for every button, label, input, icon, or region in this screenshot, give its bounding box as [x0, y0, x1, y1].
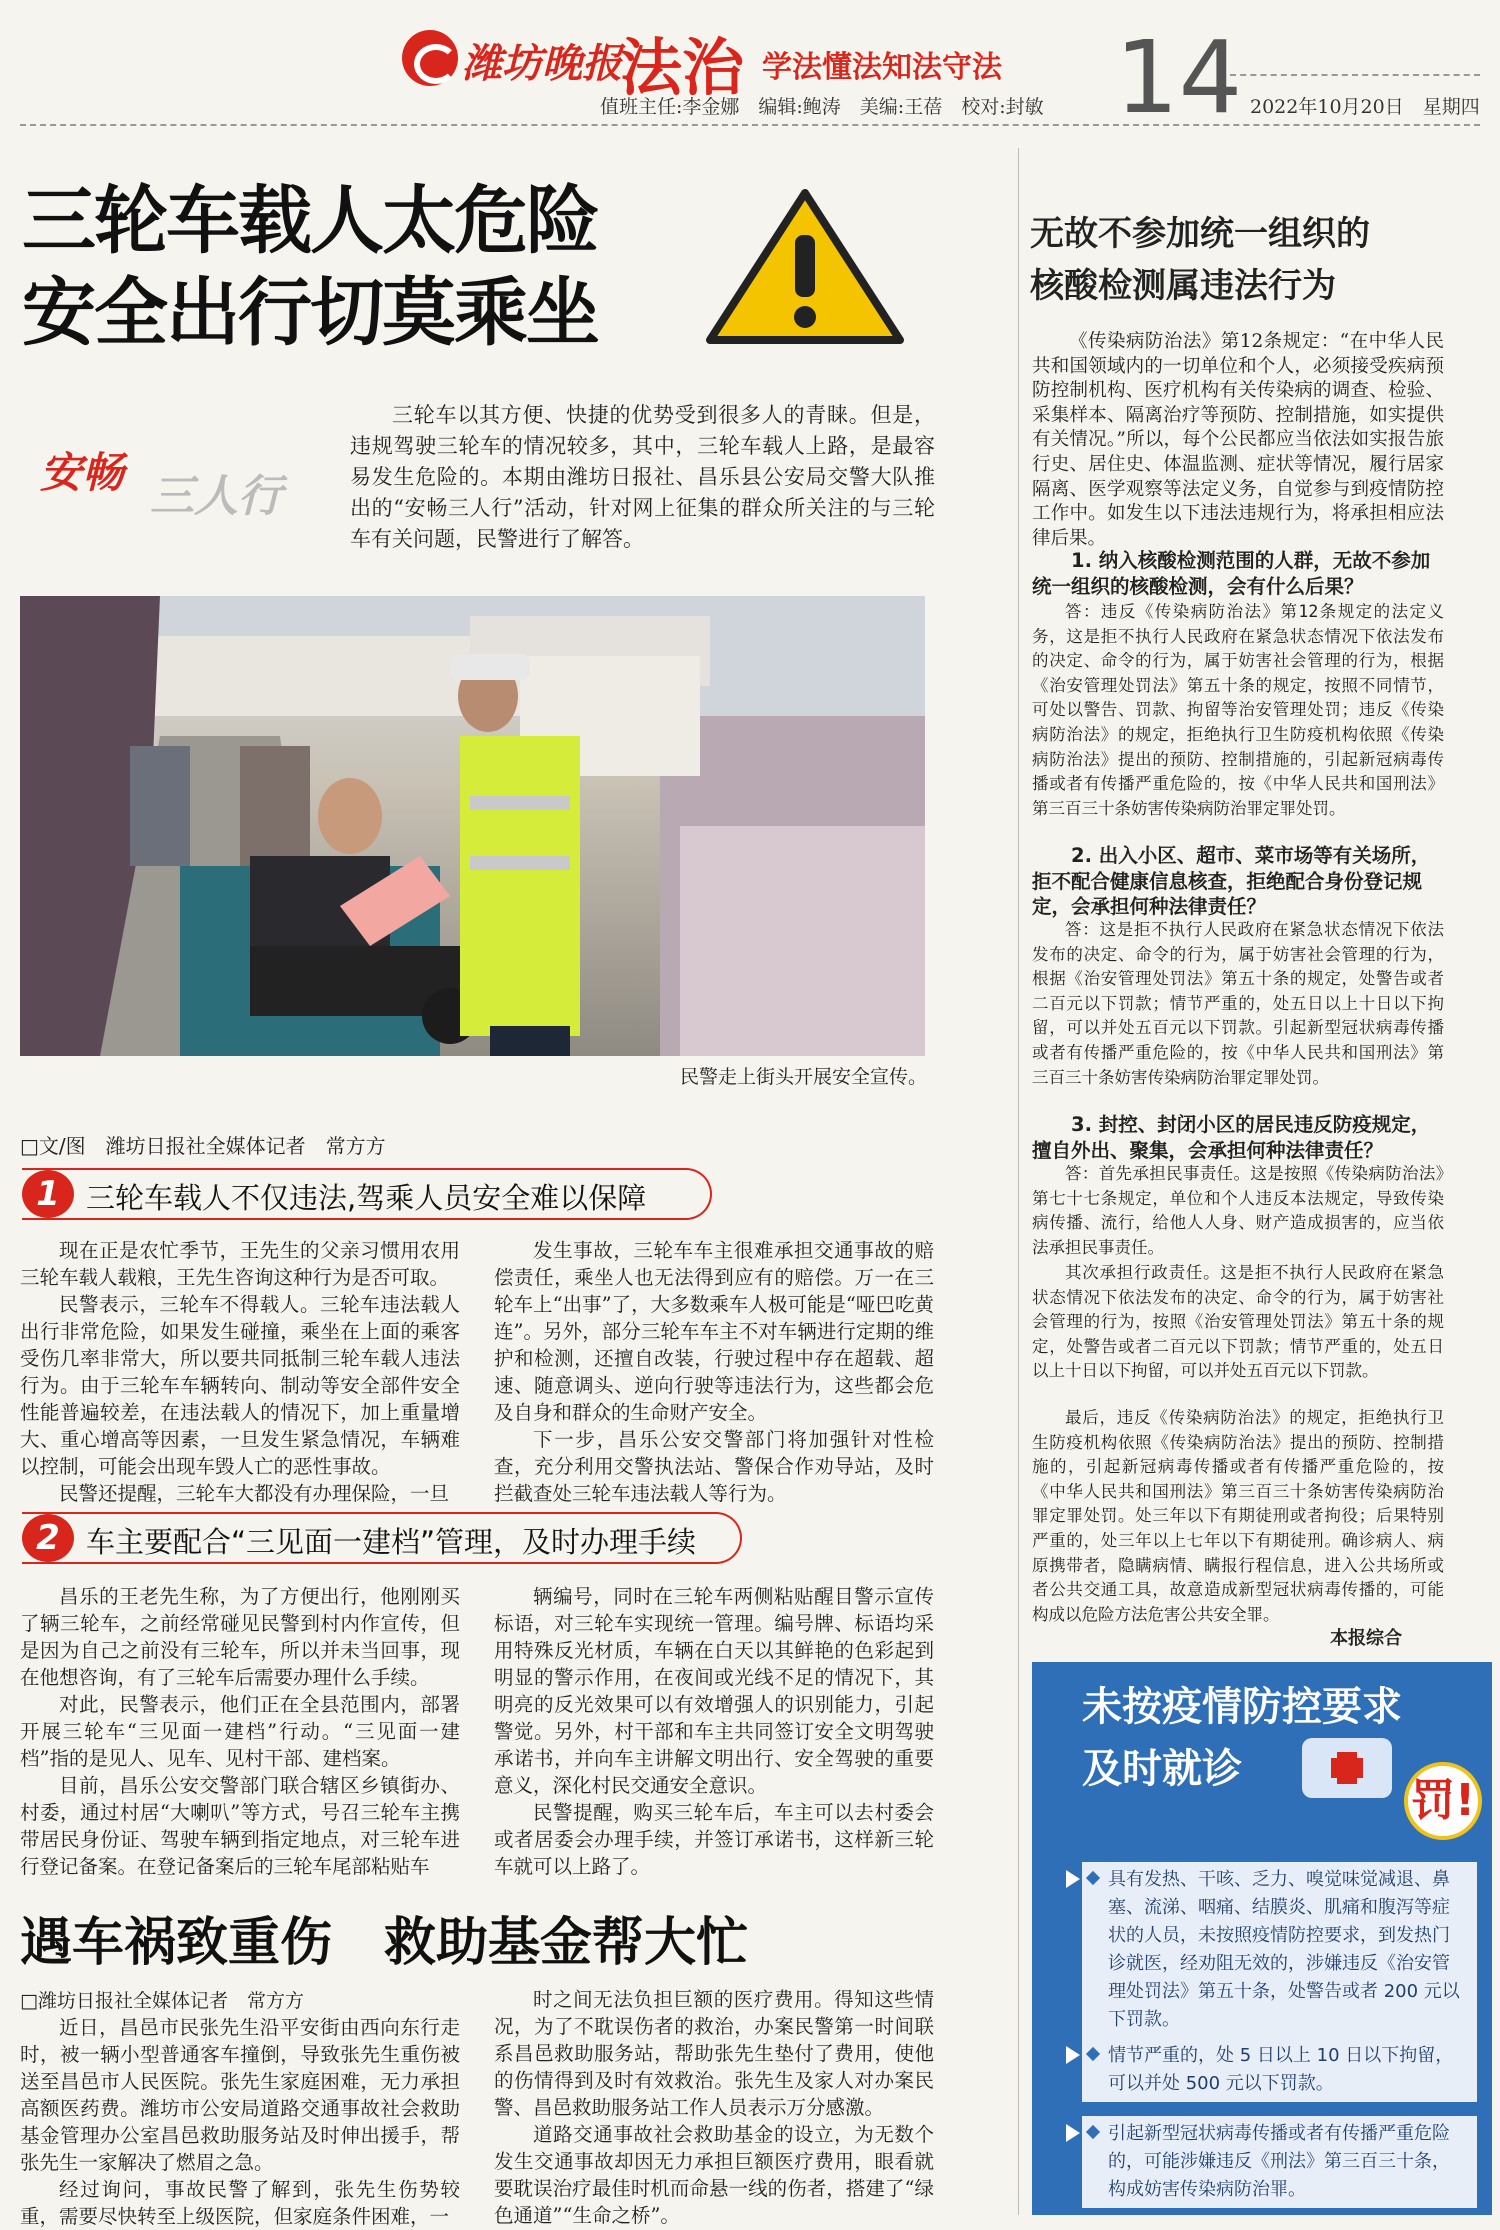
- subheading-2-number: 2: [22, 1514, 74, 1562]
- paragraph: 民警还提醒，三轮车大都没有办理保险，一旦: [59, 1482, 450, 1505]
- main-headline-line2: 安全出行切莫乘坐: [22, 270, 598, 356]
- second-left-column: [20, 2014, 460, 2230]
- right-headline-line1: 无故不参加统一组织的: [1030, 214, 1370, 254]
- medical-kit-icon: [1302, 1738, 1392, 1798]
- newspaper-name: 潍坊晚报: [462, 41, 622, 87]
- right-intro: [1032, 330, 1444, 551]
- page-number: 14: [1115, 19, 1243, 136]
- notice-title-line1: 未按疫情防控要求: [1082, 1684, 1402, 1730]
- arrow-icon: [1066, 2046, 1080, 2064]
- notice-item: [1082, 1862, 1477, 2038]
- subheading-1-number: 1: [22, 1170, 74, 1218]
- notice-item-text: 情节严重的，处 5 日以上 10 日以下拘留，可以并处 500 元以下罚款。: [1108, 2045, 1454, 2094]
- warning-triangle-icon: [700, 185, 910, 350]
- answer-3-part3: 最后，违反《传染病防治法》的规定，拒绝执行卫生防疫机构依照《传染病防治法》提出的预防、控制措施的，引起新冠病毒传播或者有传播严重危险的，按《中华人民共和国刑法》第三百三十条妨害传染病防治罪定罪处罚。处三年以下有期徒刑或者拘役；后果特别严重的，处三年以上七年以下有期徒刑。确诊病人、病原携带者，隐瞒病情、瞒报行程信息，进入公共场所或者公共交通工具，故意造成新型冠状病毒传播的，可能构成以危险方法危害公共安全罪。: [1032, 1408, 1444, 1624]
- diamond-icon: [1086, 2047, 1100, 2061]
- column-logo-secondary: 三人行: [150, 471, 282, 522]
- header-divider: [1230, 74, 1480, 76]
- staff-credits: 值班主任:李金娜 编辑:鲍涛 美编:王蓓 校对:封敏: [600, 96, 1044, 118]
- question-2: 2. 出入小区、超市、菜市场等有关场所，拒不配合健康信息核查，拒绝配合身份登记规定，会承担何种法律责任？: [1032, 844, 1431, 918]
- section-slogan: 学法懂法知法守法: [762, 50, 1002, 85]
- section-1-left-column: [20, 1237, 460, 1507]
- subheading-1-title: 三轮车载人不仅违法,驾乘人员安全难以保障: [86, 1181, 647, 1215]
- fine-badge: 罚!: [1404, 1762, 1482, 1840]
- paragraph: 发生事故，三轮车车主很难承担交通事故的赔偿责任，乘坐人也无法得到应有的赔偿。万一在三轮车上“出事”了，大多数乘车人极可能是“哑巴吃黄连”。另外，部分三轮车车主不对车辆进行定期的维护和检测，还擅自改装，行驶过程中存在超载、超速、随意调头、逆向行驶等违法行为，这些都会危及自身和群众的生命财产安全。: [494, 1239, 934, 1424]
- section-name: 法治: [620, 31, 745, 104]
- diamond-icon: [1086, 2125, 1100, 2139]
- section-2-right-column: [494, 1583, 934, 1880]
- column-logo-primary: 安畅: [40, 448, 125, 497]
- paragraph: 经过询问，事故民警了解到，张先生伤势较重，需要尽快转至上级医院，但家庭条件困难，一: [20, 2178, 460, 2228]
- answer-2: 答：这是拒不执行人民政府在紧急状态情况下依法发布的决定、命令的行为，属于妨害社会管理的行为，根据《治安管理处罚法》第五十条的规定，处警告或者二百元以下罚款；情节严重的，处五日以上十日以下拘留，可以并处五百元以下罚款。引起新型冠状病毒传播或者有传播严重危险的，按《中华人民共和国刑法》第三百三十条妨害传染病防治罪定罪处罚。: [1032, 920, 1444, 1087]
- paragraph: 道路交通事故社会救助基金的设立，为无数个发生交通事故却因无力承担巨额医疗费用，眼看就要耽误治疗最佳时机而命悬一线的伤者，搭建了“绿色通道”“生命之桥”。: [494, 2123, 934, 2227]
- paragraph: 民警提醒，购买三轮车后，车主可以去村委会或者居委会办理手续，并签订承诺书，这样新三轮车就可以上路了。: [494, 1801, 934, 1878]
- second-headline: 遇车祸致重伤 救助基金帮大忙: [20, 1913, 749, 1973]
- notice-item-text: 引起新型冠状病毒传播或者有传播严重危险的，可能涉嫌违反《刑法》第三百三十条，构成妨害传染病防治罪。: [1108, 2123, 1450, 2200]
- right-headline: [1030, 208, 1370, 312]
- photo-caption: 民警走上街头开展安全宣传。: [680, 1066, 928, 1088]
- subheading-2: [22, 1512, 742, 1564]
- paragraph: 时之间无法负担巨额的医疗费用。得知这些情况，为了不耽误伤者的救治，办案民警第一时间联系昌邑救助服务站，帮助张先生垫付了费用，使他的伤情得到及时有效救治。张先生及家人对办案民警、昌邑救助服务站工作人员表示万分感激。: [494, 1988, 934, 2119]
- newspaper-logo-icon: [402, 30, 458, 86]
- column-divider: [1018, 148, 1019, 2215]
- right-source: 本报综合: [1330, 1628, 1402, 1649]
- street-scene-illustration: [20, 596, 925, 1056]
- paragraph: 对此，民警表示，他们正在全县范围内，部署开展三轮车“三见面一建档”行动。“三见面一建档”指的是见人、见车、见村干部、建档案。: [20, 1693, 460, 1770]
- paragraph: 《传染病防治法》第12条规定：“在中华人民共和国领域内的一切单位和个人，必须接受疾病预防控制机构、医疗机构有关传染病的调查、检验、采集样本、隔离治疗等预防、控制措施，如实提供有关情况。”所以，每个公民都应当依法如实报告旅行史、居住史、体温监测、症状等情况，履行居家隔离、医学观察等法定义务，自觉参与到疫情防控工作中。如发生以下违法违规行为，将承担相应法律后果。: [1032, 331, 1444, 549]
- section-1-right-column: [494, 1237, 934, 1507]
- paragraph: 目前，昌乐公安交警部门联合辖区乡镇街办、村委，通过村居“大喇叭”等方式，号召三轮车主携带居民身份证、驾驶车辆到指定地点，对三轮车进行登记备案。在登记备案后的三轮车尾部粘贴车: [20, 1774, 460, 1878]
- second-right-column: [494, 1986, 934, 2229]
- subheading-1: [22, 1168, 712, 1220]
- right-headline-line2: 核酸检测属违法行为: [1030, 266, 1336, 306]
- main-headline: [22, 175, 598, 359]
- paragraph: 近日，昌邑市民张先生沿平安街由西向东行走时，被一辆小型普通客车撞倒，导致张先生重伤被送至昌邑市人民医院。张先生家庭困难，无力承担高额医药费。潍坊市公安局道路交通事故社会救助基金管理办公室昌邑救助服务站及时伸出援手，帮张先生一家解决了燃眉之急。: [20, 2016, 460, 2174]
- notice-item-text: 具有发热、干咳、乏力、嗅觉味觉减退、鼻塞、流涕、咽痛、结膜炎、肌痛和腹泻等症状的人员，未按照疫情防控要求，到发热门诊就医，经劝阻无效的，涉嫌违反《治安管理处罚法》第五十条，处警告或者 200 元以下罚款。: [1108, 1869, 1460, 2030]
- issue-date: 2022年10月20日 星期四: [1250, 96, 1480, 118]
- section-2-left-column: [20, 1583, 460, 1880]
- subheading-2-title: 车主要配合“三见面一建档”管理，及时办理手续: [86, 1525, 697, 1559]
- main-headline-line1: 三轮车载人太危险: [22, 178, 598, 264]
- arrow-icon: [1066, 1870, 1080, 1888]
- arrow-icon: [1066, 2124, 1080, 2142]
- diamond-icon: [1086, 1871, 1100, 1885]
- answer-3-part1: 答：首先承担民事责任。这是按照《传染病防治法》第七十七条规定，单位和个人违反本法规定，导致传染病传播、流行，给他人人身、财产造成损害的，应当依法承担民事责任。: [1032, 1164, 1444, 1257]
- answer-1: 答：违反《传染病防治法》第12条规定的法定义务，这是拒不执行人民政府在紧急状态情况下依法发布的决定、命令的行为，属于妨害社会管理的行为，根据《治安管理处罚法》第五十条的规定，按照不同情节，可处以警告、罚款、拘留等治安管理处罚；违反《传染病防治法》的规定，拒绝执行卫生防疫机构依照《传染病防治法》提出的预防、控制措施的，引起新冠病毒传播或者有传播严重危险的，按《中华人民共和国刑法》第三百三十条妨害传染病防治罪定罪处罚。: [1032, 602, 1444, 818]
- paragraph: 民警表示，三轮车不得载人。三轮车违法载人出行非常危险，如果发生碰撞，乘坐在上面的乘客受伤几率非常大，所以要共同抵制三轮车载人违法行为。由于三轮车车辆转向、制动等安全部件安全性能普遍较差，在违法载人的情况下，加上重量增大、重心增高等因素，一旦发生紧急情况，车辆难以控制，可能会出现车毁人亡的恶性事故。: [20, 1293, 460, 1478]
- notice-item: [1082, 2116, 1477, 2208]
- article-byline: □文/图 潍坊日报社全媒体记者 常方方: [20, 1134, 386, 1158]
- column-logo: [40, 440, 320, 522]
- news-photo: [20, 596, 925, 1056]
- paragraph: 昌乐的王老先生称，为了方便出行，他刚刚买了辆三轮车，之前经常碰见民警到村内作宣传，但是因为自己之前没有三轮车，所以并未当回事，现在他想咨询，有了三轮车后需要办理什么手续。: [20, 1585, 460, 1689]
- paragraph: 下一步，昌乐公安交警部门将加强针对性检查，充分利用交警执法站、警保合作劝导站，及时拦截查处三轮车违法载人等行为。: [494, 1428, 934, 1505]
- second-byline: □潍坊日报社全媒体记者 常方方: [20, 1990, 304, 2012]
- notice-title-line2: 及时就诊: [1082, 1746, 1242, 1792]
- question-3: 3. 封控、封闭小区的居民违反防疫规定，擅自外出、聚集，会承担何种法律责任？: [1032, 1113, 1431, 1162]
- lead-paragraph: 三轮车以其方便、快捷的优势受到很多人的青睐。但是，违规驾驶三轮车的情况较多，其中，三轮车载人上路，是最容易发生危险的。本期由潍坊日报社、昌乐县公安局交警大队推出的“安畅三人行”活动，针对网上征集的群众所关注的与三轮车有关问题，民警进行了解答。: [350, 403, 935, 551]
- question-1: 1. 纳入核酸检测范围的人群，无故不参加统一组织的核酸检测，会有什么后果？: [1032, 549, 1431, 598]
- notice-item: [1082, 2038, 1477, 2102]
- paragraph: 辆编号，同时在三轮车两侧粘贴醒目警示宣传标语，对三轮车实现统一管理。编号牌、标语均采用特殊反光材质，车辆在白天以其鲜艳的色彩起到明显的警示作用，在夜间或光线不足的情况下，其明亮的反光效果可以有效增强人的识别能力，引起警觉。另外，村干部和车主共同签订安全文明驾驶承诺书，并向车主讲解文明出行、安全驾驶的重要意义，深化村民交通安全意识。: [494, 1585, 934, 1797]
- answer-3-part2: 其次承担行政责任。这是拒不执行人民政府在紧急状态情况下依法发布的决定、命令的行为，属于妨害社会管理的行为，按照《治安管理处罚法》第五十条的规定，处警告或者二百元以下罚款；情节严重的，处五日以上十日以下拘留，可以并处五百元以下罚款。: [1032, 1263, 1444, 1381]
- epidemic-notice-box: [1032, 1662, 1492, 2215]
- paragraph: 现在正是农忙季节，王先生的父亲习惯用农用三轮车载人载粮，王先生咨询这种行为是否可取。: [20, 1239, 460, 1289]
- header-rule: [20, 124, 1480, 126]
